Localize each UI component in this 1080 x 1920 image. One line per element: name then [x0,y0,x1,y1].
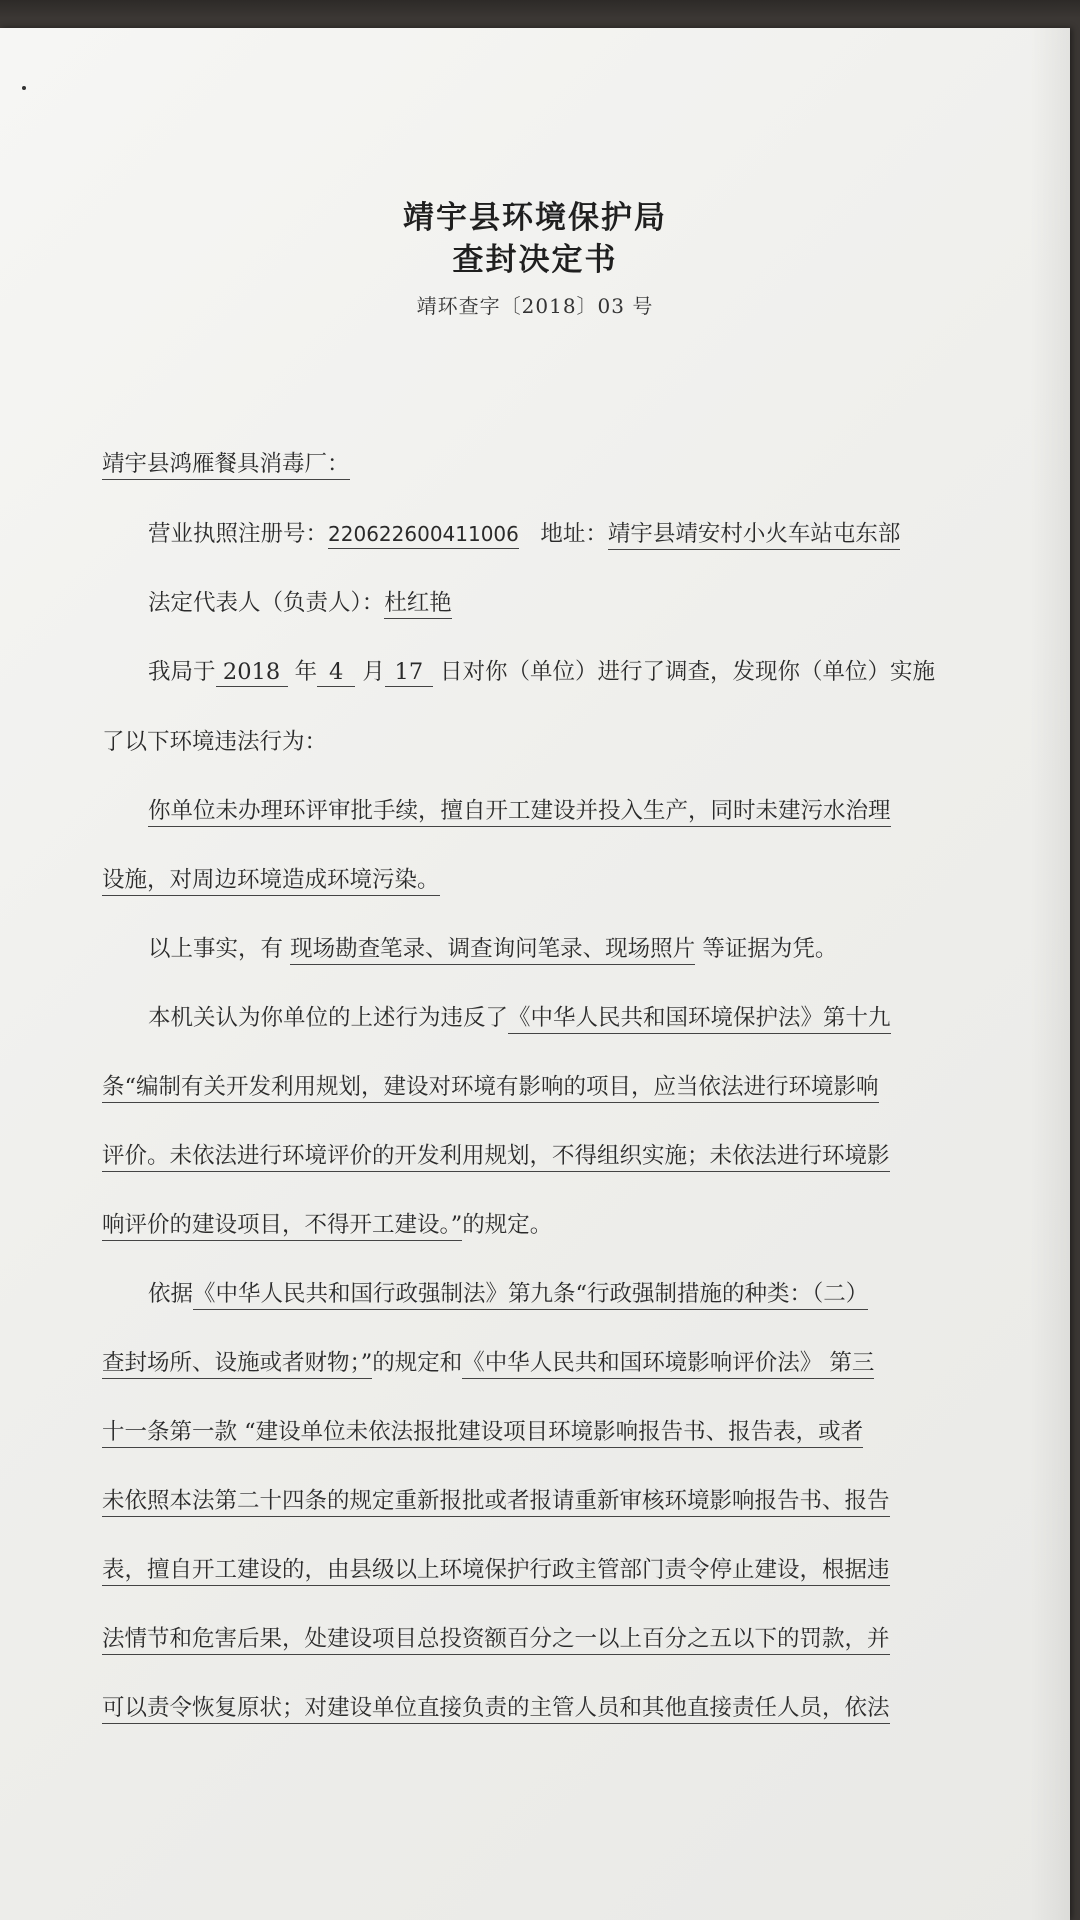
legal-basis-line-7: 可以责令恢复原状；对建设单位直接负责的主管人员和其他直接责任人员，依法 [102,1690,890,1722]
document-number: 靖环查字〔2018〕03 号 [416,294,654,318]
representative-name: 杜红艳 [384,590,452,619]
violation-line-1: 你单位未办理环评审批手续，擅自开工建设并投入生产，同时未建污水治理 [148,793,891,825]
violation-line-2: 设施，对周边环境造成环境污染。 [102,862,440,894]
investigation-year: 2018 [216,659,288,687]
legal-basis-line-2: 查封场所、设施或者财物；”的规定和《中华人民共和国环境影响评价法》 第三 [102,1345,874,1377]
license-label: 营业执照注册号： [148,521,329,547]
representative-line [148,585,452,617]
representative-label: 法定代表人（负责人）： [148,590,385,616]
evidence-line: 以上事实，有 现场勘查笔录、调查询问笔录、现场照片 等证据为凭。 [148,931,837,963]
legal-basis-line-5: 表，擅自开工建设的，由县级以上环境保护行政主管部门责令停止建设，根据违 [102,1552,890,1584]
agency-title: 靖宇县环境保护局 [403,200,667,236]
legal-basis-line-1: 依据《中华人民共和国行政强制法》第九条“行政强制措施的种类：（二） [148,1276,868,1308]
license-line [148,516,900,548]
recipient-line [102,446,350,478]
evidence-items: 现场勘查笔录、调查询问笔录、现场照片 [290,936,695,965]
document-sheet [0,28,1070,1920]
address-value: 靖宇县靖安村小火车站屯东部 [608,521,901,550]
investigation-line-1: 我局于 2018 年 4 月 17 日对你（单位）进行了调查，发现你（单位）实施 [148,659,936,685]
document-type-title: 查封决定书 [452,242,618,278]
legal-basis-line-4: 未依照本法第二十四条的规定重新报批或者报请重新审核环境影响报告书、报告 [102,1483,890,1515]
investigation-day: 17 [385,659,433,687]
legal-basis-line-3: 十一条第一款 “建设单位未依法报批建设项目环境影响报告书、报告表，或者 [102,1414,863,1446]
investigation-line-2: 了以下环境违法行为： [102,729,328,755]
license-number: 220622600411006 [328,522,519,549]
law-violation-line-3: 评价。未依法进行环境评价的开发利用规划，不得组织实施；未依法进行环境影 [102,1138,890,1170]
investigation-month: 4 [317,659,355,687]
law-violation-line-1: 本机关认为你单位的上述行为违反了《中华人民共和国环境保护法》第十九 [148,1000,891,1032]
ink-speck [22,86,26,90]
address-label: 地址： [540,521,608,547]
law-violation-line-2: 条“编制有关开发利用规划，建设对环境有影响的项目，应当依法进行环境影响 [102,1069,879,1101]
legal-basis-line-6: 法情节和危害后果，处建设项目总投资额百分之一以上百分之五以下的罚款，并 [102,1621,890,1653]
law-violation-line-4: 响评价的建设项目，不得开工建设。”的规定。 [102,1207,552,1239]
recipient-name: 靖宇县鸿雁餐具消毒厂： [102,451,350,480]
